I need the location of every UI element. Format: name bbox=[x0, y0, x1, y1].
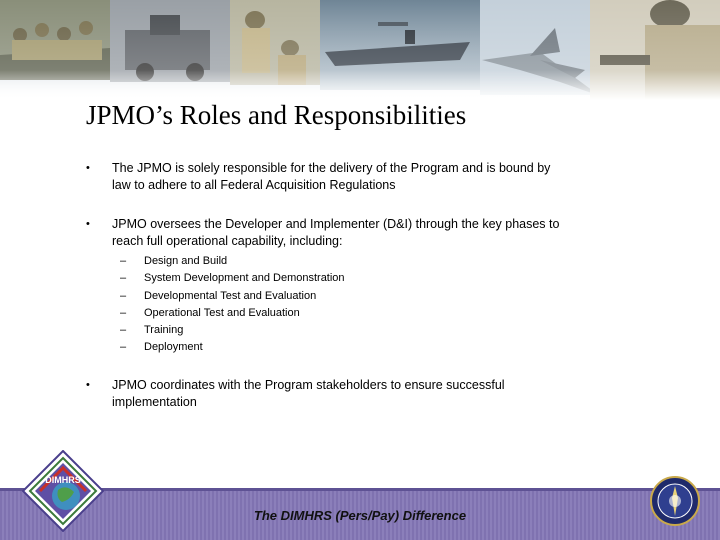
bullet-item-delivery bbox=[86, 160, 626, 194]
bullet-line: law to adhere to all Federal Acquisition Regulations bbox=[112, 178, 396, 192]
information-technology-seal-icon bbox=[650, 476, 700, 526]
sub-item-design-build: – Design and Build bbox=[86, 253, 626, 270]
sub-bullet-dash: – bbox=[120, 324, 127, 337]
sub-item-system-development: – System Development and Demonstration bbox=[86, 270, 626, 287]
bullet-list bbox=[86, 160, 626, 411]
sub-item-operational-test: – Operational Test and Evaluation bbox=[86, 305, 626, 322]
phase-sublist bbox=[86, 253, 626, 357]
footer-tagline: The DIMHRS (Pers/Pay) Difference bbox=[253, 508, 467, 523]
slide-title: JPMO’s Roles and Responsibilities bbox=[86, 100, 467, 130]
sub-bullet-dash: – bbox=[120, 306, 127, 319]
sub-item-developmental-test: – Developmental Test and Evaluation bbox=[86, 288, 626, 305]
sub-bullet-dash: – bbox=[120, 289, 127, 302]
bullet-line: reach full operational capability, including: bbox=[112, 234, 343, 248]
header-banner-image bbox=[0, 0, 720, 100]
sub-bullet-dash: – bbox=[120, 341, 127, 354]
bullet-symbol: • bbox=[86, 378, 90, 391]
bullet-symbol: • bbox=[86, 162, 90, 174]
bullet-item-coordination bbox=[86, 377, 626, 411]
sub-item-deployment: – Deployment bbox=[86, 339, 626, 356]
bullet-item-oversight bbox=[86, 216, 626, 250]
bullet-line: implementation bbox=[112, 394, 197, 409]
sub-bullet-dash: – bbox=[120, 272, 127, 285]
dimhrs-logo-icon bbox=[22, 450, 104, 532]
bullet-line: JPMO oversees the Developer and Implementer (D&I) through the key phases to bbox=[112, 217, 560, 231]
bullet-line: JPMO coordinates with the Program stakeholders to ensure successful bbox=[112, 377, 505, 392]
sub-bullet-dash: – bbox=[120, 255, 127, 267]
bullet-symbol: • bbox=[86, 218, 90, 230]
sub-item-training: – Training bbox=[86, 322, 626, 339]
logo-text: DIMHRS bbox=[45, 475, 81, 485]
bullet-line: The JPMO is solely responsible for the delivery of the Program and is bound by bbox=[112, 161, 551, 175]
